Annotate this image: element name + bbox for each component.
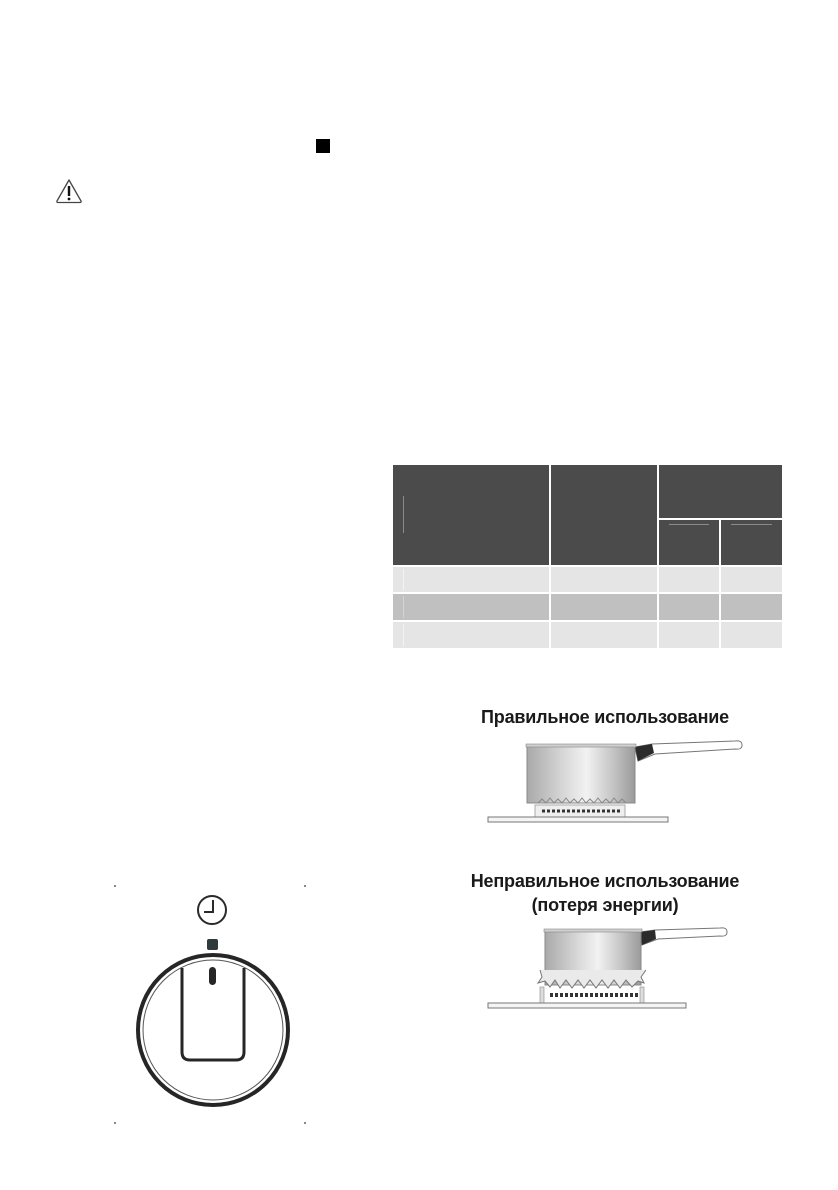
row-mark	[403, 569, 404, 590]
table-row-3-cell-4	[721, 622, 782, 648]
knob-icon	[138, 955, 288, 1105]
table-row-1-cell-3	[659, 567, 719, 592]
incorrect-usage-caption-line1: Неправильное использование	[470, 871, 740, 891]
control-knob-diagram	[110, 880, 320, 1130]
table-row-3-cell-1	[393, 622, 549, 648]
header-mark	[403, 496, 404, 533]
incorrect-usage-caption-line2: (потеря энергии)	[531, 895, 679, 915]
section-bullet-square	[316, 139, 330, 153]
corner-mark	[114, 885, 116, 887]
correct-usage-caption: Правильное использование	[481, 707, 729, 727]
table-row-1-cell-1	[393, 567, 549, 592]
table-row-3-cell-3	[659, 622, 719, 648]
table-subheader-2	[721, 520, 782, 565]
table-row-2-cell-3	[659, 594, 719, 620]
row-mark	[403, 596, 404, 618]
warning-triangle-icon	[55, 178, 83, 204]
correct-pan-illustration	[480, 735, 750, 830]
table-row-2-cell-4	[721, 594, 782, 620]
corner-mark	[114, 1122, 116, 1124]
corner-mark	[304, 885, 306, 887]
table-row-1-cell-4	[721, 567, 782, 592]
incorrect-pan-illustration	[480, 925, 750, 1015]
table-header-col-2	[551, 465, 657, 565]
clock-icon	[198, 896, 226, 924]
row-mark	[403, 624, 404, 646]
table-header-group	[659, 465, 782, 518]
table-row-1-cell-2	[551, 567, 657, 592]
data-table	[393, 465, 782, 648]
corner-mark	[304, 1122, 306, 1124]
table-row-2-cell-2	[551, 594, 657, 620]
table-row-3-cell-2	[551, 622, 657, 648]
subheader-rule	[731, 524, 772, 525]
subheader-rule	[669, 524, 709, 525]
table-row-2-cell-1	[393, 594, 549, 620]
position-marker	[207, 939, 218, 950]
incorrect-usage-caption	[440, 869, 770, 917]
table-subheader-1	[659, 520, 719, 565]
table-header-col-1	[393, 465, 549, 565]
